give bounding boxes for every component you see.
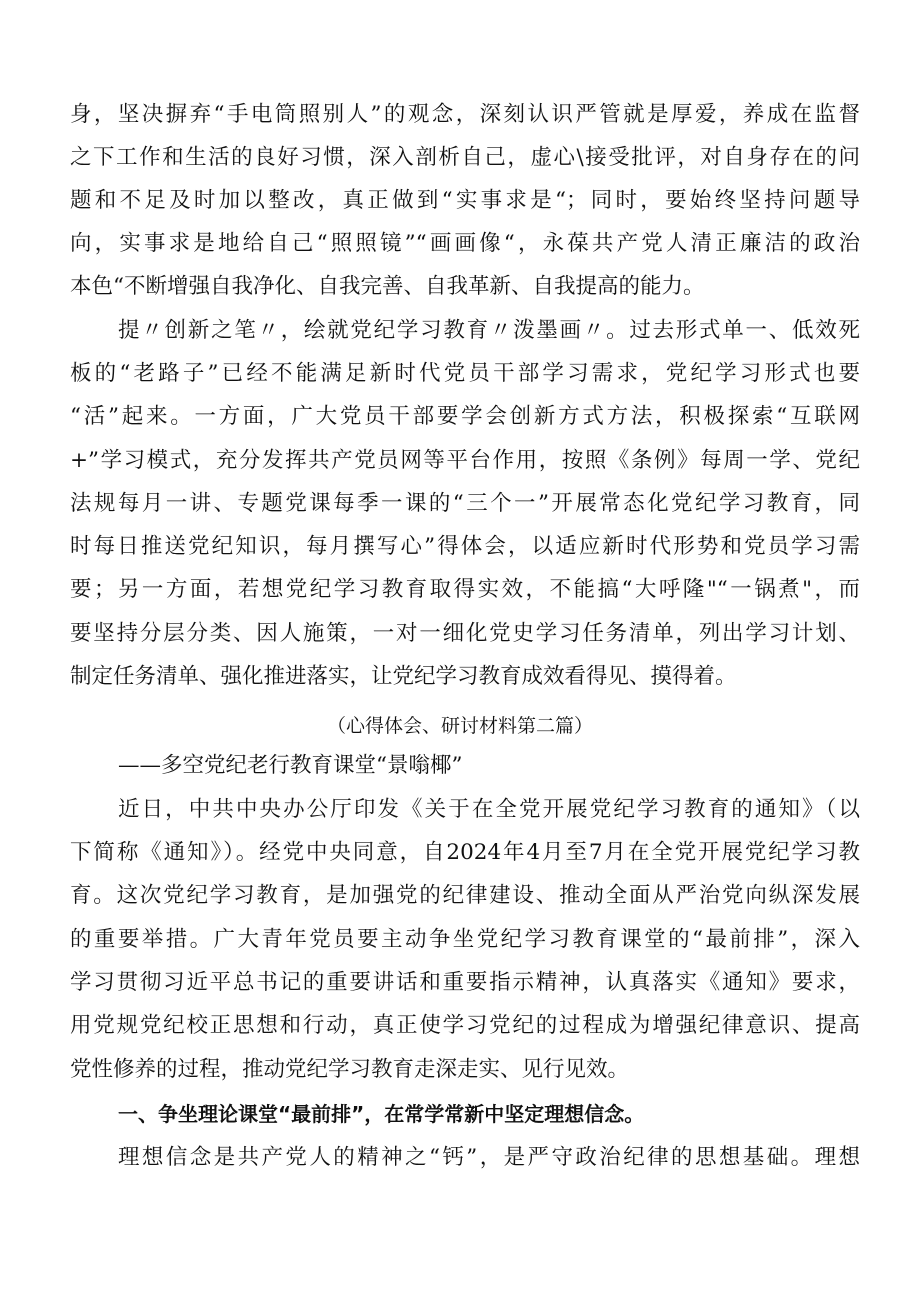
paragraph-line: 板的“老路子”已经不能满足新时代党员干部学习需求，党纪学习形式也要 [70, 361, 860, 386]
paragraph-line: 下简称《通知》）。经党中央同意，自2024年4月至7月在全党开展党纪学习教 [70, 840, 860, 865]
paragraph-line: 近日，中共中央办公厅印发《关于在全党开展党纪学习教育的通知》（以 [118, 797, 860, 822]
paragraph-line: 要；另一方面，若想党纪学习教育取得实效，不能搞“大呼隆"“一锅煮"，而 [70, 577, 860, 602]
paragraph-line: 提〃创新之笔〃，绘就党纪学习教育〃泼墨画〃。过去形式单一、低效死 [118, 318, 860, 343]
paragraph-line: 育。这次党纪学习教育，是加强党的纪律建设、推动全面从严治党向纵深发展 [70, 883, 860, 908]
paragraph-line: 身，坚决摒弃“手电筒照别人”的观念，深刻认识严管就是厚爱，养成在监督 [70, 102, 860, 127]
paragraph-line: 的重要举措。广大青年党员要主动争坐党纪学习教育课堂的“最前排”，深入 [70, 927, 860, 952]
paragraph-line: 时每日推送党纪知识，每月撰写心”得体会，以适应新时代形势和党员学习需 [70, 534, 860, 559]
paragraph-line: 本色“不断增强自我净化、自我完善、自我革新、自我提高的能力。 [70, 274, 705, 299]
paragraph-line: 题和不足及时加以整改，真正做到“实事求是“；同时，要始终坚持问题导 [70, 188, 860, 213]
paragraph-line: 用党规党纪校正思想和行动，真正使学习党纪的过程成为增强纪律意识、提高 [70, 1013, 860, 1038]
paragraph-line: 之下工作和生活的良好习惯，深入剖析自己，虚心\接受批评，对自身存在的问 [70, 145, 860, 170]
paragraph-line: “活”起来。一方面，广大党员干部要学会创新方式方法，积极探索“互联网 [70, 404, 860, 429]
paragraph-line: 理想信念是共产党人的精神之“钙”，是严守政治纪律的思想基础。理想 [118, 1145, 860, 1170]
paragraph-line: 向，实事求是地给自己“照照镜”“画画像“，永葆共产党人清正廉洁的政治 [70, 231, 860, 256]
section-caption: （心得体会、研讨材料第二篇） [326, 715, 593, 737]
paragraph-line: 制定任务清单、强化推进落实，让党纪学习教育成效看得见、摸得着。 [70, 664, 737, 689]
paragraph-line: 法规每月一讲、专题党课每季一课的“三个一”开展常态化党纪学习教育，同 [70, 491, 860, 516]
paragraph-line: 学习贯彻习近平总书记的重要讲话和重要指示精神，认真落实《通知》要求， [70, 970, 860, 995]
article-subtitle: ——多空党纪老行教育课堂“景嗡椰” [118, 753, 463, 778]
paragraph-line: 要坚持分层分类、因人施策，一对一细化党史学习任务清单，列出学习计划、 [70, 621, 860, 646]
paragraph-line: +”学习模式，充分发挥共产党员网等平台作用，按照《条例》每周一学、党纪 [70, 448, 860, 473]
section-heading: 一、争坐理论课堂“最前排”，在常学常新中坚定理想信念。 [118, 1102, 645, 1126]
paragraph-line: 党性修养的过程，推动党纪学习教育走深走实、见行见效。 [70, 1057, 630, 1082]
